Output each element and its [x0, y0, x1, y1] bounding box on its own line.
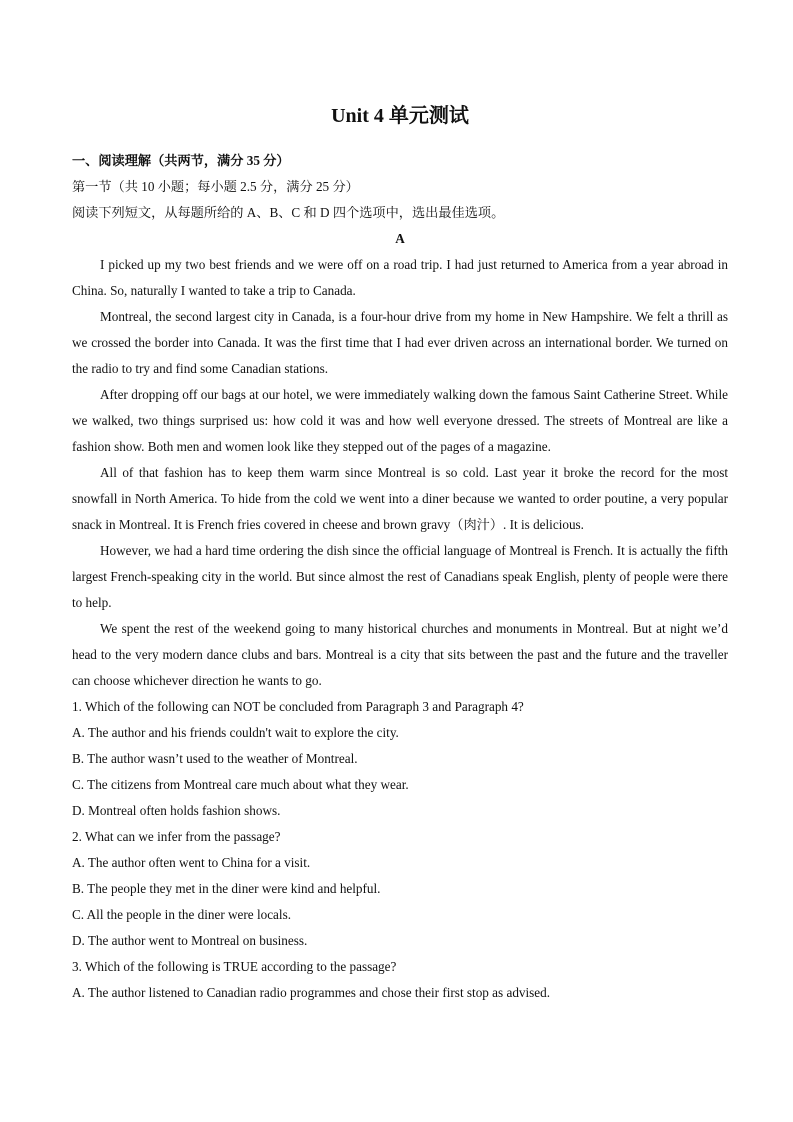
passage-paragraph-6: We spent the rest of the weekend going to many historical churches and monuments in Montreal. But at night we’d head to the very modern dance clubs and bars. Montreal is a city that sits between the past and the future and the traveller can choose whichever direction he wants to go. [72, 621, 728, 688]
option-d: D. Montreal often holds fashion shows. [72, 803, 281, 818]
part-heading: 第一节（共 10 小题；每小题 2.5 分，满分 25 分） [72, 179, 359, 194]
option-a: A. The author and his friends couldn't wait to explore the city. [72, 725, 399, 740]
document-page [72, 100, 728, 1006]
option-c: C. The citizens from Montreal care much about what they wear. [72, 777, 409, 792]
passage-label: A [395, 231, 405, 246]
option-c: C. All the people in the diner were locals. [72, 907, 291, 922]
instructions: 阅读下列短文，从每题所给的 A、B、C 和 D 四个选项中，选出最佳选项。 [72, 205, 505, 220]
page-title: Unit 4 单元测试 [331, 105, 469, 127]
option-b: B. The author wasn’t used to the weather of Montreal. [72, 751, 358, 766]
question-3 [72, 954, 728, 1006]
passage-paragraph-4: All of that fashion has to keep them warm since Montreal is so cold. Last year it broke the record for the most snowfall in North America. To hide from the cold we went into a diner because we wanted to order poutine, a very popular snack in Montreal. It is French fries covered in cheese and brown gravy（肉汁）. It is delicious. [72, 465, 728, 532]
option-a: A. The author listened to Canadian radio programmes and chose their first stop as advised. [72, 985, 551, 1000]
section-heading: 一、阅读理解（共两节，满分 35 分） [72, 153, 290, 168]
question-stem: 3. Which of the following is TRUE according to the passage? [72, 959, 397, 974]
passage-paragraph-1: I picked up my two best friends and we were off on a road trip. I had just returned to America from a year abroad in China. So, naturally I wanted to take a trip to Canada. [72, 257, 728, 298]
question-2 [72, 824, 728, 954]
question-1 [72, 694, 728, 824]
passage-paragraph-3: After dropping off our bags at our hotel, we were immediately walking down the famous Saint Catherine Street. While we walked, two things surprised us: how cold it was and how well everyone dressed. The streets of Montreal are like a fashion show. Both men and women look like they stepped out of the pages of a magazine. [72, 387, 728, 454]
option-b: B. The people they met in the diner were kind and helpful. [72, 881, 381, 896]
question-stem: 1. Which of the following can NOT be concluded from Paragraph 3 and Paragraph 4? [72, 699, 524, 714]
passage-paragraph-5: However, we had a hard time ordering the dish since the official language of Montreal is French. It is actually the fifth largest French-speaking city in the world. But since almost the rest of Canadians speak English, plenty of people were there to help. [72, 543, 728, 610]
option-a: A. The author often went to China for a visit. [72, 855, 311, 870]
option-d: D. The author went to Montreal on business. [72, 933, 308, 948]
question-stem: 2. What can we infer from the passage? [72, 829, 281, 844]
passage-paragraph-2: Montreal, the second largest city in Canada, is a four-hour drive from my home in New Hampshire. We felt a thrill as we crossed the border into Canada. It was the first time that I had ever driven across an international border. We turned on the radio to try and find some Canadian stations. [72, 309, 728, 376]
